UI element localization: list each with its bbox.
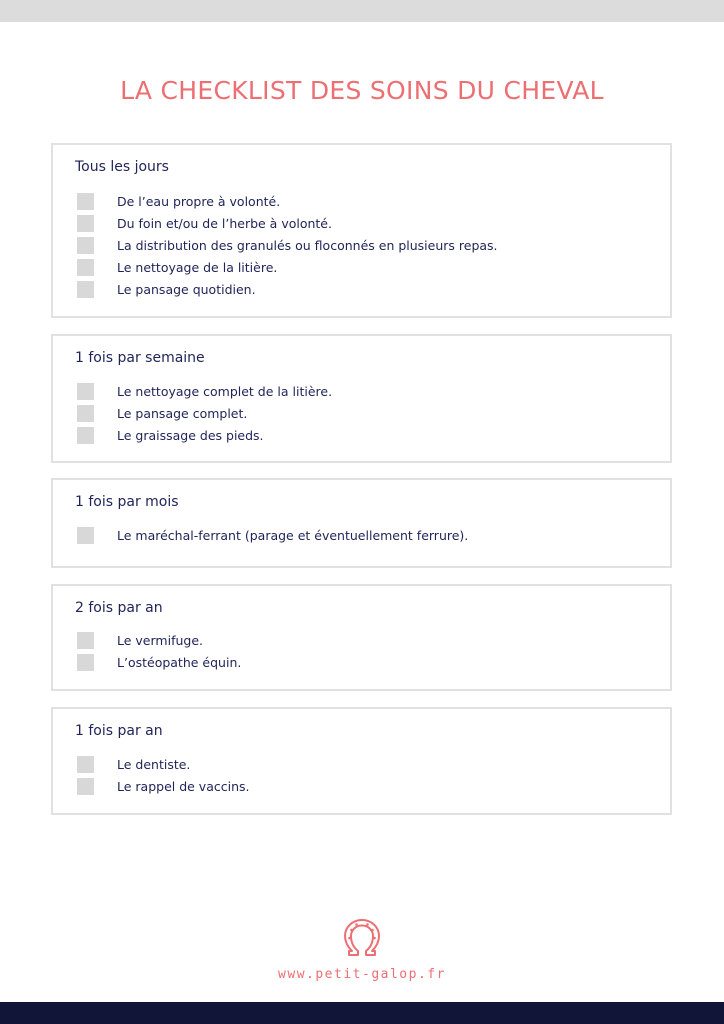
checklist-item-label: L’ostéopathe équin. [117, 655, 242, 670]
checklist-item-label: Le graissage des pieds. [117, 428, 264, 443]
checkbox[interactable] [77, 237, 94, 254]
checkbox[interactable] [77, 383, 94, 400]
bottom-bar [0, 1002, 724, 1024]
section-heading: 1 fois par mois [75, 494, 179, 510]
section-daily [51, 143, 672, 318]
page-title: LA CHECKLIST DES SOINS DU CHEVAL [120, 76, 604, 105]
section-monthly [51, 478, 672, 568]
checklist-item-label: Le dentiste. [117, 757, 191, 772]
checklist-item-label: Le vermifuge. [117, 633, 203, 648]
checklist-item-label: Le maréchal-ferrant (parage et éventuellement ferrure). [117, 528, 469, 543]
section-heading: Tous les jours [75, 159, 169, 175]
checklist-item-label: Le rappel de vaccins. [117, 779, 250, 794]
checklist-item-label: Du foin et/ou de l’herbe à volonté. [117, 216, 332, 231]
website-link[interactable]: www.petit-galop.fr [278, 967, 446, 982]
checklist-item-label: De l’eau propre à volonté. [117, 194, 281, 209]
checkbox[interactable] [77, 778, 94, 795]
checklist-item-label: Le nettoyage de la litière. [117, 260, 278, 275]
checkbox[interactable] [77, 632, 94, 649]
checkbox[interactable] [77, 215, 94, 232]
section-weekly [51, 334, 672, 463]
checkbox[interactable] [77, 427, 94, 444]
top-bar [0, 0, 724, 22]
checkbox[interactable] [77, 654, 94, 671]
checklist-item-label: Le pansage complet. [117, 406, 248, 421]
checklist-item-label: La distribution des granulés ou floconnés en plusieurs repas. [117, 238, 498, 253]
checkbox[interactable] [77, 405, 94, 422]
horseshoe-icon [339, 915, 385, 961]
checkbox[interactable] [77, 259, 94, 276]
checklist-item-label: Le nettoyage complet de la litière. [117, 384, 333, 399]
section-heading: 2 fois par an [75, 600, 163, 616]
checkbox[interactable] [77, 193, 94, 210]
section-twice-yearly [51, 584, 672, 691]
checkbox[interactable] [77, 756, 94, 773]
checklist-item-label: Le pansage quotidien. [117, 282, 256, 297]
checkbox[interactable] [77, 527, 94, 544]
section-yearly [51, 707, 672, 815]
section-heading: 1 fois par semaine [75, 350, 205, 366]
section-heading: 1 fois par an [75, 723, 163, 739]
checkbox[interactable] [77, 281, 94, 298]
